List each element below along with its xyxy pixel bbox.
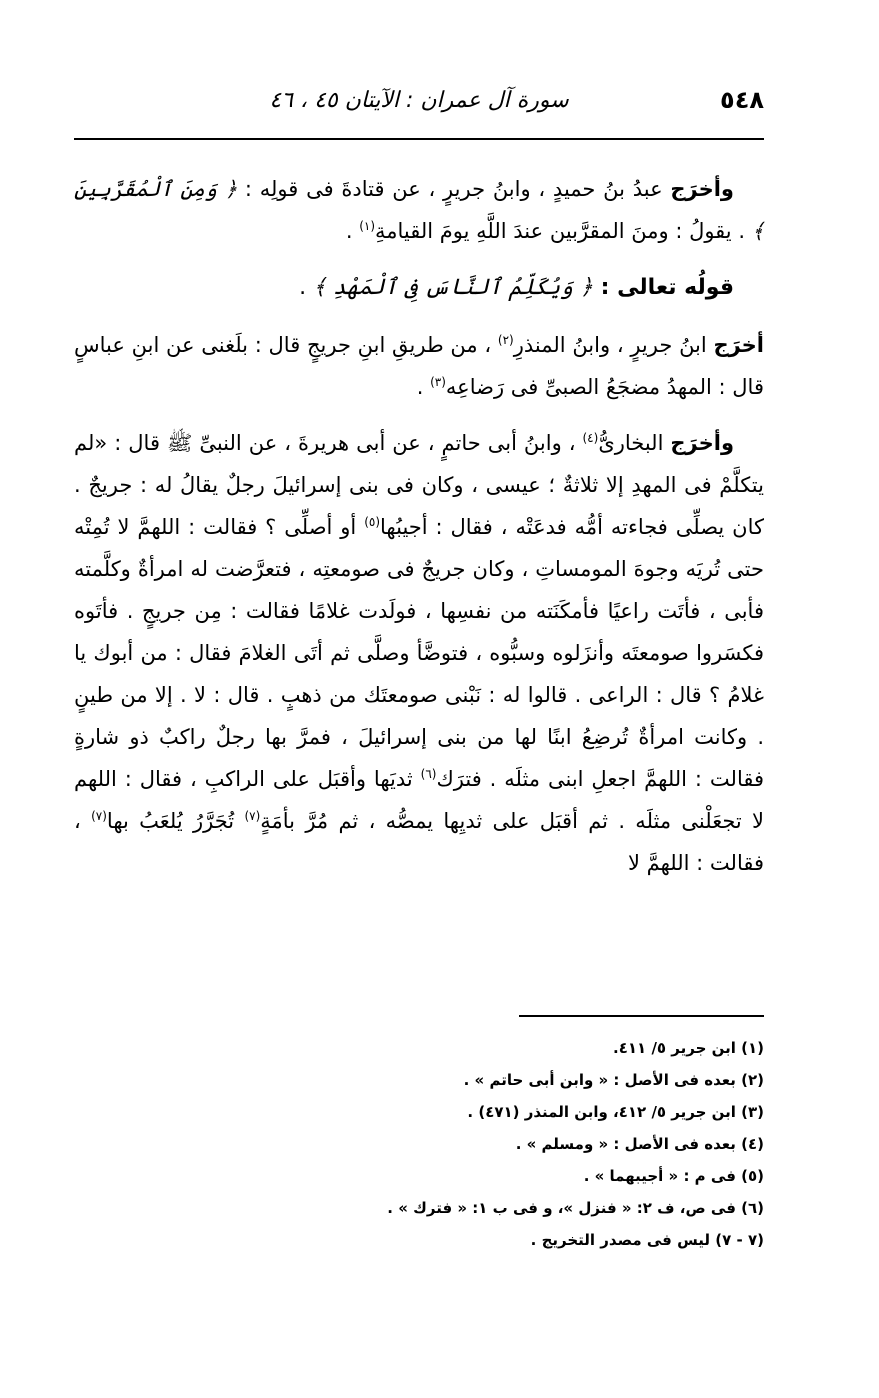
header-rule <box>74 138 764 140</box>
paragraph-text: ، وابنُ أبى حاتمٍ ، عن أبى هريرةَ ، عن النبىِّ ﷺ قال : «لم يتكلَّمْ فى المهدِ إلا ثلاثةٌ ؛ عيسى ، وكان فى بنى إسرائيلَ رجلٌ يقالُ له : جريجٌ . كان يصلِّى فجاءته أمُّه فدعَتْه ، فقال : أجيبُها <box>74 431 764 539</box>
footnote-ref: (١) <box>359 219 376 233</box>
page-number: ٥٤٨ <box>720 86 764 114</box>
footnotes <box>74 1032 764 1256</box>
footnote-rule <box>519 1015 764 1017</box>
footnote: (٥) فى م : « أجيبهما » . <box>583 1167 764 1185</box>
section-end: . <box>299 275 314 300</box>
footnote-ref: (٦) <box>420 767 437 781</box>
paragraph-1 <box>74 168 764 252</box>
paragraph-2 <box>74 324 764 408</box>
paragraph-end: . <box>345 219 360 243</box>
paragraph-end: ، فقالت : اللهمَّ لا <box>74 809 764 875</box>
quran-verse: ﴿ وَمِنَ ٱلْمُقَرَّبِينَ ﴾ <box>74 177 764 243</box>
paragraph-gap <box>74 408 764 422</box>
running-title: سورة آل عمران : الآيتان ٤٥ ، ٤٦ <box>269 88 569 113</box>
paragraph-3 <box>74 422 764 884</box>
page-header <box>74 86 764 126</box>
paragraph-end: . <box>416 375 431 399</box>
main-text <box>74 168 764 884</box>
paragraph-lead: وأخرَج <box>670 177 734 201</box>
paragraph-text: أو أصلِّى ؟ فقالت : اللهمَّ لا تُمِتْه حتى تُريَه وجوهَ المومساتِ ، وكان جريجٌ فى صومعتِه ، فتعرَّضت له امرأةٌ وكلَّمته فأبى ، فأتَت راعيًا فأمكَنَته من نفسِها ، فولَدت غلامًا فقالت : مِن جريجٍ . فأتَوه فكسَروا صومعتَه وأنزَلوه وسبُّوه ، فتوضَّأ وصلَّى ثم أتَى الغلامَ فقال : من أبوك يا غلامُ ؟ قال : الراعى . قالوا له : نَبْنى صومعتَك من ذهبٍ . قال : لا . إلا من طينٍ . وكانت امرأةٌ تُرضِعُ ابنًا لها من بنى إسرائيلَ ، فمرَّ بها رجلٌ راكبٌ ذو شارةٍ فقالت : اللهمَّ اجعلِ ابنى مثلَه . فترَك <box>74 515 765 791</box>
footnote-ref: (٢) <box>497 333 514 347</box>
footnote: (٢) بعده فى الأصل : « وابن أبى حاتم » . <box>463 1071 764 1089</box>
paragraph-lead: أخرَج <box>713 333 764 357</box>
paragraph-text: البخارىُّ <box>598 431 671 455</box>
paragraph-text: تُجَرَّرُ يُلعَبُ بها <box>106 809 245 833</box>
footnote-ref: (٧) <box>244 809 261 823</box>
quran-verse: ﴿ وَيُكَلِّمُ ٱلنَّاسَ فِى ٱلْمَهْدِ ﴾ <box>313 275 593 300</box>
footnote: (٣) ابن جرير ٥/ ٤١٢، وابن المنذر (٤٧١) . <box>467 1103 764 1121</box>
section-heading <box>74 266 764 310</box>
footnote-ref: (٤) <box>582 431 599 445</box>
footnote: (٤) بعده فى الأصل : « ومسلم » . <box>515 1135 764 1153</box>
footnote-ref: (٥) <box>364 515 381 529</box>
paragraph-text: ، من طريقِ ابنِ جريجٍ قال : بلَغنى عن ابنِ عباسٍ قال : المهدُ مضجَعُ الصبىِّ فى رَضاعِه <box>74 333 764 399</box>
paragraph-text: ابنُ جريرٍ ، وابنُ المنذرِ <box>513 333 714 357</box>
footnote-ref: (٧) <box>91 809 107 823</box>
paragraph-text: عبدُ بنُ حميدٍ ، وابنُ جريرٍ ، عن قتادةَ فى قولِه : <box>237 177 671 201</box>
paragraph-lead: وأخرَج <box>670 431 734 455</box>
footnote: (٧ - ٧) ليس فى مصدر التخريج . <box>530 1231 764 1249</box>
footnote: (١) ابن جرير ٥/ ٤١١. <box>613 1039 764 1057</box>
paragraph-text: . يقولُ : ومنَ المقرَّبين عندَ اللَّهِ يومَ القيامةِ <box>375 219 752 243</box>
footnote: (٦) فى ص، ف ٢: « فنزل »، و فى ب ١: « فترك » . <box>387 1199 764 1217</box>
footnote-ref: (٣) <box>430 375 446 389</box>
paragraph-text: ثديَها وأقبَل على الراكبِ ، فقال : اللهم لا تجعَلْنى مثلَه . ثم أقبَل على ثديِها يمصُّه ، ثم مُرَّ بأمَةٍ <box>74 767 765 833</box>
section-lead: قولُه تعالى : <box>592 275 734 300</box>
